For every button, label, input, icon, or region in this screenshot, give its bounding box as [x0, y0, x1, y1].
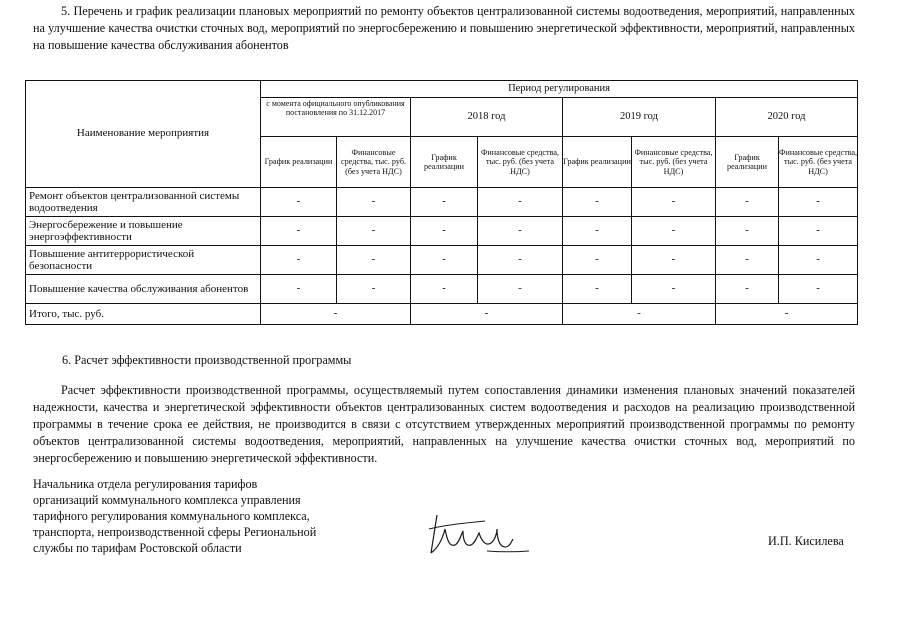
table-cell: - — [563, 188, 632, 217]
signer-position-line: службы по тарифам Ростовской области — [33, 541, 242, 555]
table-cell: - — [716, 246, 779, 275]
table-cell: - — [632, 275, 716, 304]
table-cell: - — [632, 246, 716, 275]
table-cell: - — [337, 275, 411, 304]
handwritten-signature — [425, 507, 535, 564]
row-name-cell: Энергосбережение и повышение энергоэффективности — [26, 217, 261, 246]
table-cell: - — [261, 246, 337, 275]
table-cell: - — [261, 188, 337, 217]
table-cell: - — [411, 188, 478, 217]
table-cell: - — [716, 217, 779, 246]
table-row — [26, 188, 858, 217]
table-cell: - — [261, 217, 337, 246]
sub-header-cell: График реализации — [716, 137, 779, 188]
row-name-cell: Повышение качества обслуживания абонентов — [26, 275, 261, 304]
table-cell: - — [261, 275, 337, 304]
table-cell: - — [478, 188, 563, 217]
table-cell: - — [632, 188, 716, 217]
table-cell: - — [411, 217, 478, 246]
table-cell: - — [337, 246, 411, 275]
signer-name: И.П. Кисилева — [768, 534, 844, 548]
sub-header-cell: Финансовые средства, тыс. руб. (без учета НДС) — [337, 137, 411, 188]
row-name-cell: Повышение антитеррористической безопасности — [26, 246, 261, 275]
sub-header-cell: Финансовые средства, тыс. руб. (без учета НДС) — [478, 137, 563, 188]
total-cell: - — [261, 304, 411, 325]
section-6-body: Расчет эффективности производственной программы, осуществляемый путем сопоставления динамики изменения плановых значений показателей надежности, качества и энергетической эффективности объектов централизованных систем водоотведения и расходов на реализацию производственной программы в течение срока ее действия, не производится в связи с отсутствием утвержденных мероприятий производственной программы по ремонту объектов централизованной системы водоотведения, мероприятий, направленных на улучшение качества очистки сточных вод, мероприятий по энергосбережению и повышению энергетической эффективности. — [33, 383, 855, 465]
total-cell: - — [716, 304, 858, 325]
period-header-cell: 2019 год — [563, 98, 716, 137]
table-cell: - — [337, 188, 411, 217]
table-cell: - — [779, 188, 858, 217]
table-cell: - — [478, 246, 563, 275]
table-cell: - — [779, 246, 858, 275]
signer-position-line: Начальника отдела регулирования тарифов — [33, 477, 258, 491]
total-cell: - — [563, 304, 716, 325]
period-header-cell: 2020 год — [716, 98, 858, 137]
table-row — [26, 246, 858, 275]
table-cell: - — [632, 217, 716, 246]
table-cell: - — [563, 275, 632, 304]
period-header-cell: с момента официального опубликования постановления по 31.12.2017 — [261, 98, 411, 137]
signer-position-line: организаций коммунального комплекса управления — [33, 493, 301, 507]
section-5-heading: 5. Перечень и график реализации плановых мероприятий по ремонту объектов централизованной системы водоотведения, мероприятий, направленных на улучшение качества очистки сточных вод, мероприятий по энергосбережению и повышению энергетической эффективности, мероприятий, направленных на повышение качества обслуживания абонентов — [33, 4, 855, 52]
section-6-title: 6. Расчет эффективности производственной программы — [62, 353, 352, 367]
table-cell: - — [716, 188, 779, 217]
table-row — [26, 275, 858, 304]
table-cell: - — [779, 217, 858, 246]
signer-position-line: транспорта, непроизводственной сферы Региональной — [33, 525, 317, 539]
sub-header-cell: График реализации — [563, 137, 632, 188]
period-header: Период регулирования — [261, 81, 858, 98]
table-cell: - — [478, 275, 563, 304]
signer-position — [33, 476, 316, 556]
plan-table — [25, 80, 858, 325]
table-cell: - — [411, 275, 478, 304]
table-cell: - — [716, 275, 779, 304]
sub-header-cell: График реализации — [261, 137, 337, 188]
name-column-header: Наименование мероприятия — [26, 81, 261, 188]
table-cell: - — [411, 246, 478, 275]
table-cell: - — [563, 217, 632, 246]
table-cell: - — [337, 217, 411, 246]
table-cell: - — [779, 275, 858, 304]
table-cell: - — [563, 246, 632, 275]
total-cell: - — [411, 304, 563, 325]
total-label: Итого, тыс. руб. — [26, 304, 261, 325]
signer-position-line: тарифного регулирования коммунального комплекса, — [33, 509, 310, 523]
total-row — [26, 304, 858, 325]
row-name-cell: Ремонт объектов централизованной системы водоотведения — [26, 188, 261, 217]
table-row — [26, 217, 858, 246]
sub-header-cell: Финансовые средства, тыс. руб. (без учета НДС) — [632, 137, 716, 188]
period-header-cell: 2018 год — [411, 98, 563, 137]
sub-header-cell: График реализации — [411, 137, 478, 188]
table-cell: - — [478, 217, 563, 246]
sub-header-cell: Финансовые средства, тыс. руб. (без учета НДС) — [779, 137, 858, 188]
